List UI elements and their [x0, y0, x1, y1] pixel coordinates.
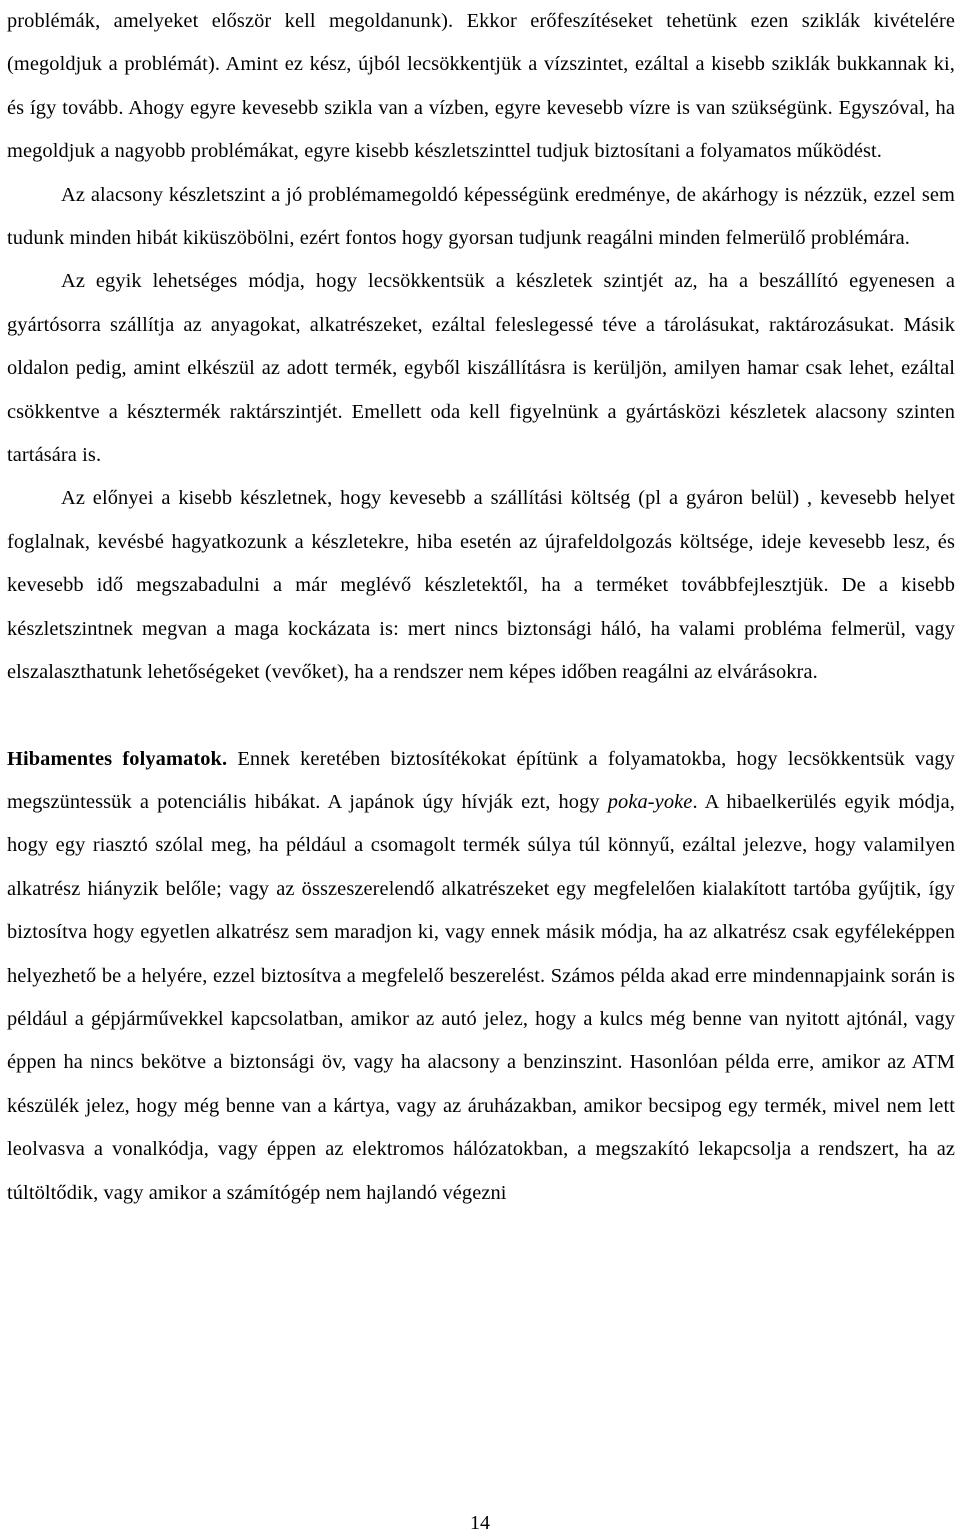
document-page [7, 0, 955, 1215]
paragraph-error-free-processes [7, 738, 955, 1215]
paragraph-text-rest: . A hibaelkerülés egyik módja, hogy egy riasztó szólal meg, ha például a csomagolt termék súlya túl könnyű, ezáltal jelezve, hogy valamilyen alkatrész hiányzik belőle; vagy az összeszerelendő alkatrészeket egy megfelelően kialakított tartóba gyűjtik, így biztosítva hogy egyetlen alkatrész sem maradjon ki, vagy ennek másik módja, ha az alkatrész csak egyféleképpen helyezhető be a helyére, ezzel biztosítva a megfelelő beszerelést. Számos példa akad erre mindennapjaink során is például a gépjárművekkel kapcsolatban, amikor az autó jelez, hogy a kulcs még benne van nyitott ajtónál, vagy éppen ha nincs bekötve a biztonsági öv, vagy ha alacsony a benzinszint. Hasonlóan példa erre, amikor az ATM készülék jelez, hogy még benne van a kártya, vagy az áruházakban, amikor becsipog egy termék, mivel nem lett leolvasva a vonalkódja, vagy éppen az elektromos hálózatokban, a megszakító lekapcsolja a rendszert, ha az túltöltődik, vagy amikor a számítógép nem hajlandó végezni [7, 790, 955, 1204]
page-number: 14 [470, 1512, 490, 1534]
paragraph-advantages: Az előnyei a kisebb készletnek, hogy kevesebb a szállítási költség (pl a gyáron belül) , kevesebb helyet foglalnak, kevésbé hagyatkozunk a készletekre, hiba esetén az újrafeldolgozás költsége, ideje kevesebb lesz, és kevesebb idő megszabadulni a már meglévő készletektől, ha a terméket továbbfejlesztjük. De a kisebb készletszintnek megvan a maga kockázata is: mert nincs biztonsági háló, ha valami probléma felmerül, vagy elszalaszthatunk lehetőségeket (vevőket), ha a rendszer nem képes időben reagálni az elvárásokra. [7, 487, 955, 684]
run-in-heading: Hibamentes folyamatok. [7, 747, 228, 770]
paragraph-low-inventory: Az alacsony készletszint a jó problémamegoldó képességünk eredménye, de akárhogy is nézzük, ezzel sem tudunk minden hibát kiküszöbölni, ezért fontos hogy gyorsan tudjunk reagálni minden felmerülő problémára. [7, 183, 955, 250]
paragraph-text-start: Ennek keretében biztosítékokat építünk a folyamatokba, hogy lecsökkentsük vagy megszüntessük a potenciális hibákat. A japánok úgy hívják ezt, hogy [7, 747, 955, 813]
paragraph-supplier-delivery: Az egyik lehetséges módja, hogy lecsökkentsük a készletek szintjét az, ha a beszállító egyenesen a gyártósorra szállítja az anyagokat, alkatrészeket, ezáltal feleslegessé téve a tárolásukat, raktározásukat. Másik oldalon pedig, amint elkészül az adott termék, egyből kiszállításra is kerüljön, amilyen hamar csak lehet, ezáltal csökkentve a késztermék raktárszintjét. Emellett oda kell figyelnünk a gyártásközi készletek alacsony szinten tartására is. [7, 270, 955, 467]
italic-term: poka-yoke [607, 790, 693, 813]
paragraph-rock-analogy: problémák, amelyeket először kell megoldanunk). Ekkor erőfeszítéseket tehetünk ezen sziklák kivételére (megoldjuk a problémát). Amint ez kész, újból lecsökkentjük a vízszintet, ezáltal a kisebb sziklák bukkannak ki, és így tovább. Ahogy egyre kevesebb szikla van a vízben, egyre kevesebb vízre is van szükségünk. Egyszóval, ha megoldjuk a nagyobb problémákat, egyre kisebb készletszinttel tudjuk biztosítani a folyamatos működést. [7, 10, 955, 163]
